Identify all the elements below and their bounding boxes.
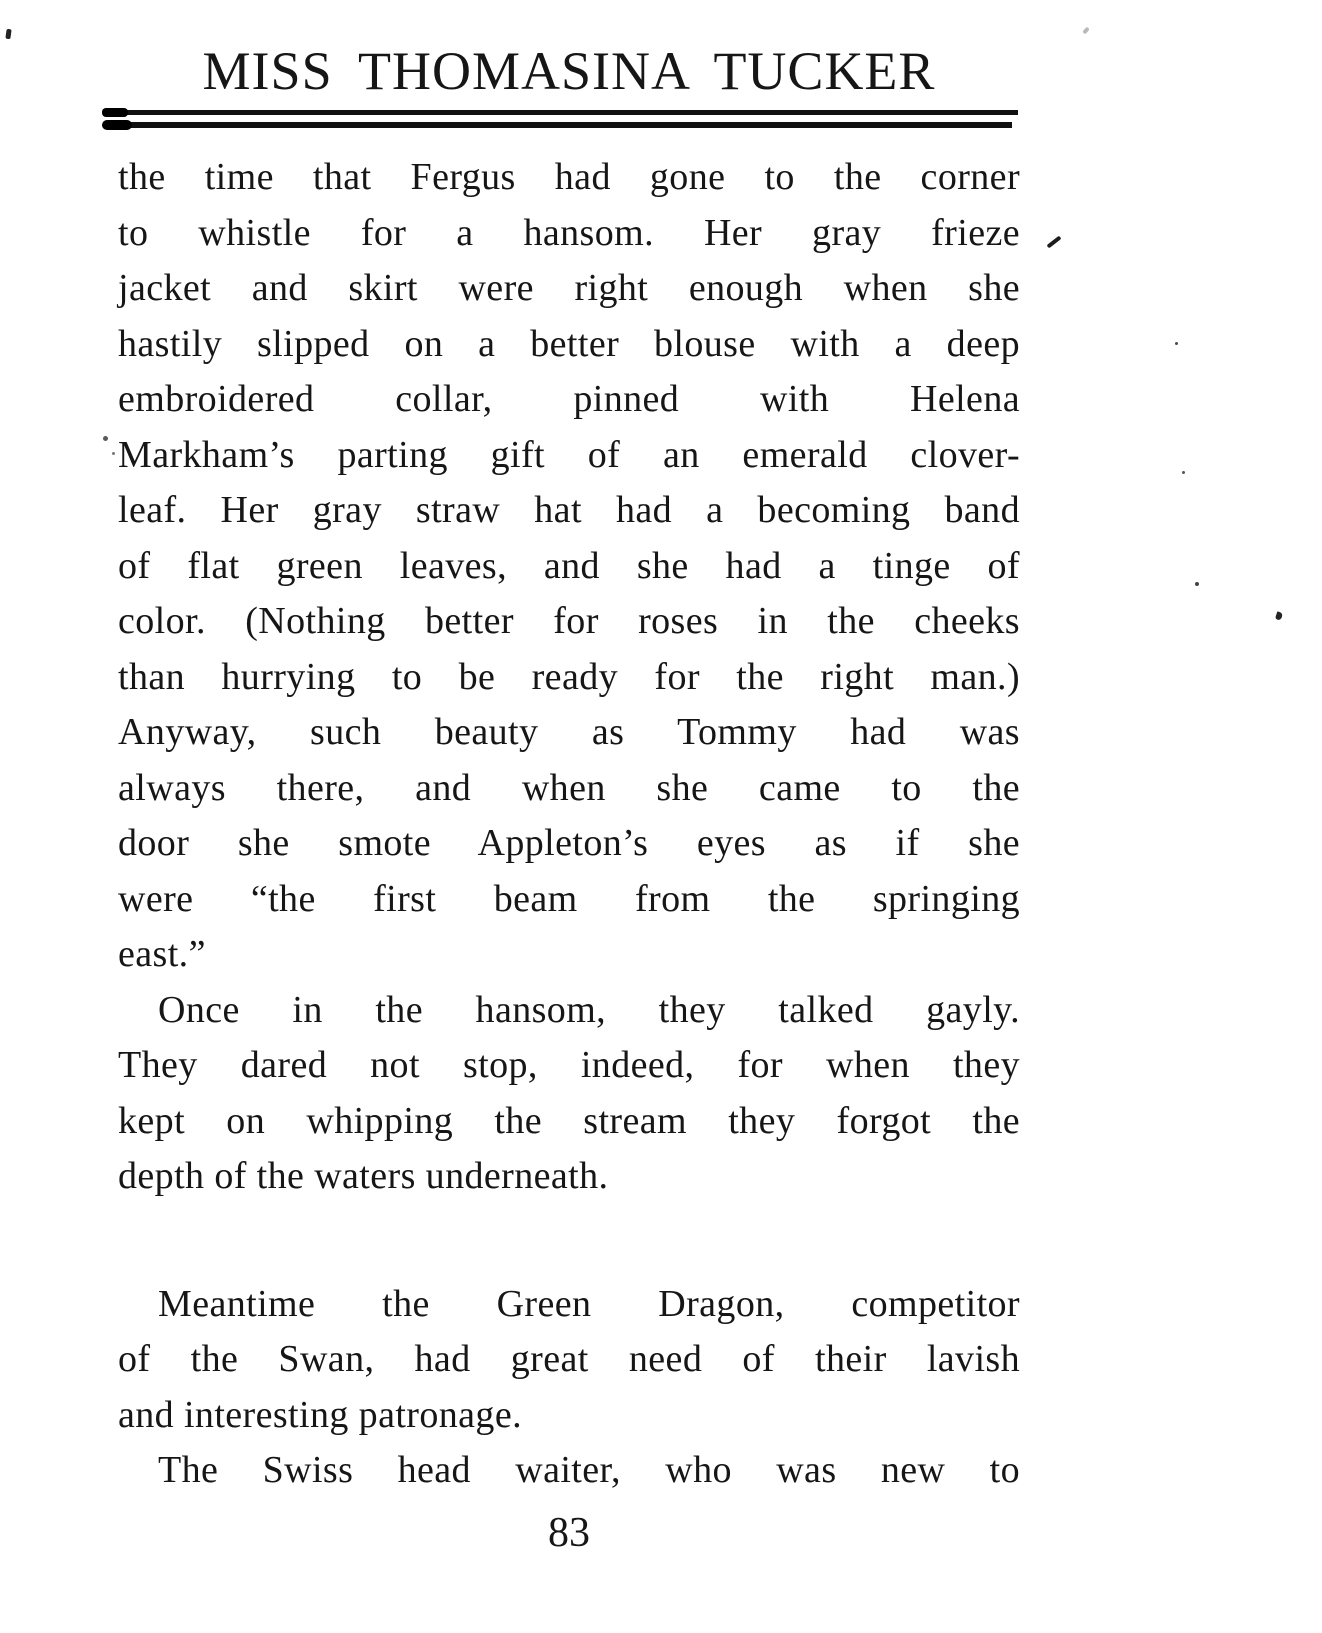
section-break: [118, 1205, 1020, 1277]
text-line: color. (Nothing better for roses in the cheeks: [118, 600, 1020, 642]
text-line: leaf. Her gray straw hat had a becoming band: [118, 489, 1020, 531]
text-line: They dared not stop, indeed, for when they: [118, 1044, 1020, 1086]
running-head-title: MISS THOMASINA TUCKER: [202, 41, 936, 101]
page-number: 83: [548, 1510, 590, 1556]
ink-blob: [102, 120, 132, 130]
text-line: Anyway, such beauty as Tommy had was: [118, 711, 1020, 753]
text-line: Markham’s parting gift of an emerald clover-: [118, 433, 1020, 476]
text-line: always there, and when she came to the: [118, 766, 1020, 809]
text-line: embroidered collar, pinned with Helena: [118, 378, 1020, 420]
text-line: and interesting patronage.: [118, 1393, 522, 1436]
scan-speck: [1275, 611, 1283, 620]
text-line: the time that Fergus had gone to the corner: [118, 156, 1020, 198]
paragraph: [118, 983, 1020, 1205]
scan-speck: [5, 29, 11, 40]
text-line: The Swiss head waiter, who was new to: [158, 1449, 1020, 1491]
text-line: of flat green leaves, and she had a tinge of: [118, 544, 1020, 587]
text-line: kept on whipping the stream they forgot the: [118, 1099, 1020, 1142]
scan-speck: [1175, 342, 1178, 345]
text-line: than hurrying to be ready for the right man.): [118, 655, 1020, 698]
scan-speck: [1046, 235, 1061, 248]
text-line: of the Swan, had great need of their lavish: [118, 1338, 1020, 1380]
text-line: were “the first beam from the springing: [118, 877, 1020, 920]
text-line: east.”: [118, 933, 206, 975]
double-rule: [104, 110, 1018, 129]
text-line: jacket and skirt were right enough when she: [118, 267, 1020, 309]
rule-bottom-line: [104, 122, 1012, 128]
paragraph: [118, 150, 1020, 983]
scan-speck: [1182, 471, 1185, 474]
body-text: [118, 150, 1020, 1499]
scan-speck: [103, 436, 108, 441]
text-line: Meantime the Green Dragon, competitor: [158, 1282, 1020, 1325]
rule-top-line: [104, 110, 1018, 115]
text-line: to whistle for a hansom. Her gray frieze: [118, 211, 1020, 254]
paragraph: [118, 1443, 1020, 1499]
text-line: depth of the waters underneath.: [118, 1155, 609, 1197]
text-line: hastily slipped on a better blouse with a deep: [118, 322, 1020, 365]
scan-speck: [112, 452, 115, 455]
scan-speck: [1082, 27, 1090, 35]
paragraph: [118, 1277, 1020, 1444]
text-line: Once in the hansom, they talked gayly.: [158, 988, 1020, 1031]
scan-speck: [1195, 582, 1199, 586]
ink-blob: [102, 108, 128, 117]
text-line: door she smote Appleton’s eyes as if she: [118, 822, 1020, 864]
